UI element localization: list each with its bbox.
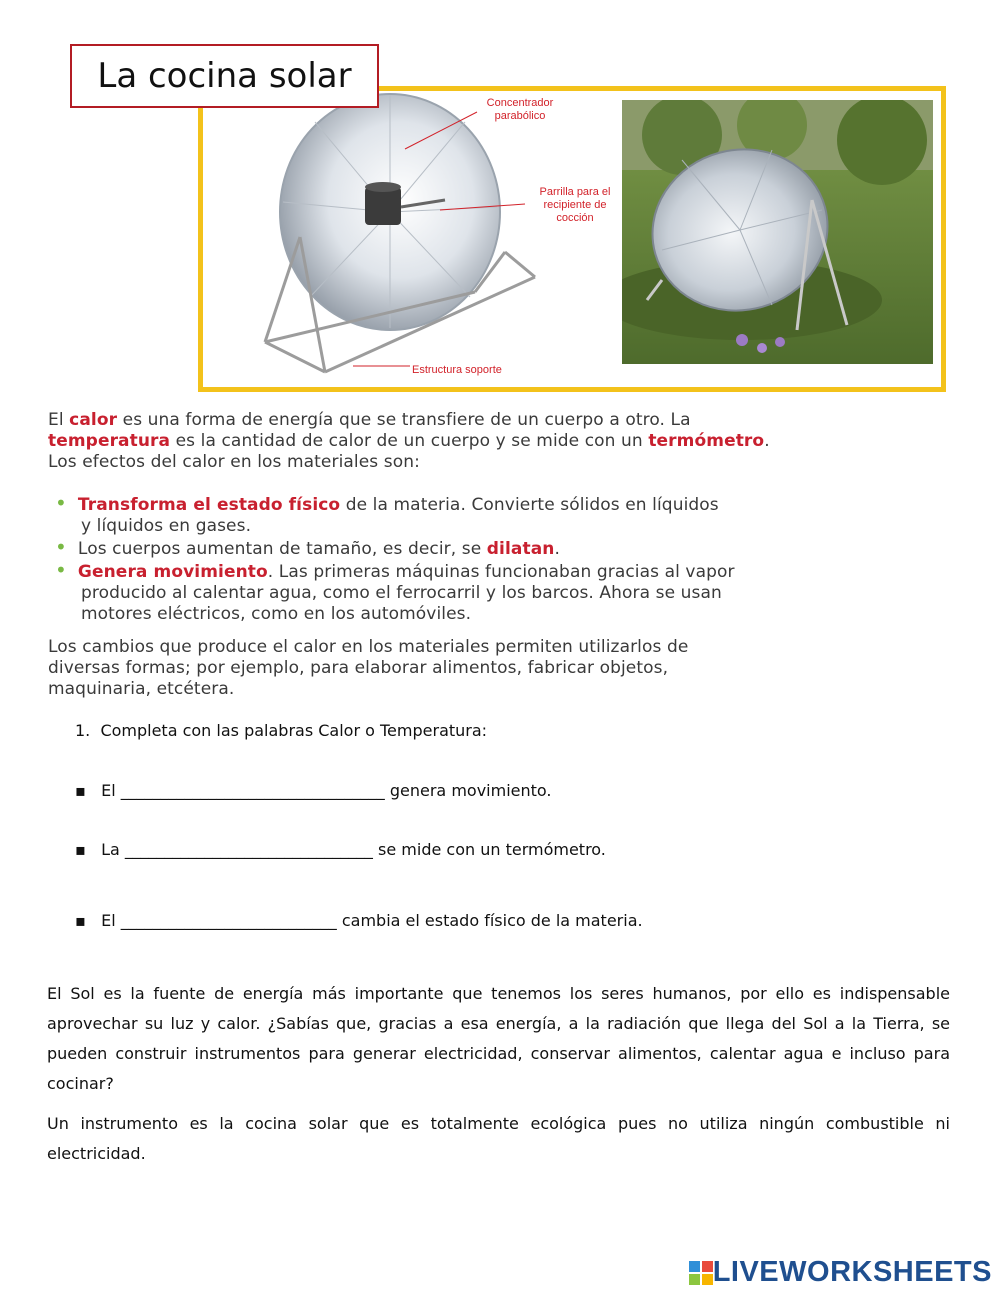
text-run: es la cantidad de calor de un cuerpo y se mide con un (170, 431, 649, 451)
page-title: La cocina solar (97, 56, 352, 96)
label-structure: Estructura soporte (412, 364, 502, 376)
list-item (55, 560, 955, 583)
bullet-icon: ▪ (75, 911, 86, 930)
item-post: se mide con un termómetro. (378, 840, 606, 859)
fill-item-2 (75, 840, 606, 859)
list-item (55, 537, 955, 560)
solar-cooker-photo (622, 100, 933, 364)
fill-item-3 (75, 911, 643, 930)
bullet-icon: • (55, 535, 67, 559)
effects-list (55, 493, 955, 625)
keyword-temperatura: temperatura (48, 431, 171, 451)
text-run: es una forma de energía que se transfiere de un cuerpo a otro. La (117, 410, 691, 430)
list-item-continuation: motores eléctricos, como en los automóviles. (81, 604, 472, 624)
item-pre: El (101, 781, 116, 800)
text-line: maquinaria, etcétera. (48, 679, 235, 699)
item-post: cambia el estado físico de la materia. (341, 911, 643, 930)
sun-energy-paragraph: El Sol es la fuente de energía más importante que tenemos los seres humanos, por ello es indispensable aprovechar su luz y calor. ¿Sabías que, gracias a esa energía, a la radiación que llega del Sol a la Tierra, se pueden construir instrumentos para generar electricidad, conservar alimentos, calentar agua e incluso para cocinar? (47, 984, 950, 1093)
text-run: . (764, 431, 770, 451)
textbook-closing (48, 637, 948, 700)
solar-cooker-diagram (205, 92, 620, 382)
bullet-icon: • (55, 491, 67, 515)
item-pre: El (101, 911, 116, 930)
fill-item-1 (75, 781, 551, 800)
bullet-icon: ▪ (75, 781, 86, 800)
item-post: genera movimiento. (389, 781, 552, 800)
keyword-movimiento: Genera movimiento (77, 562, 268, 582)
cooking-pot (365, 187, 401, 225)
text-run: . Las primeras máquinas funcionaban gracias al vapor (267, 562, 735, 582)
list-item-continuation: y líquidos en gases. (81, 516, 252, 536)
keyword-calor: calor (69, 410, 118, 430)
text-line: diversas formas; por ejemplo, para elaborar alimentos, fabricar objetos, (48, 658, 669, 678)
list-item (55, 493, 955, 516)
text-run: de la materia. Convierte sólidos en líquidos (340, 495, 719, 515)
text-run: . (554, 539, 560, 559)
keyword-estado: Transforma el estado físico (77, 495, 341, 515)
solar-cooker-paragraph: Un instrumento es la cocina solar que es totalmente ecológica pues no utiliza ningún combustible ni electricidad. (47, 1114, 950, 1163)
label-grill: Parrilla para el recipiente de cocción (539, 186, 611, 224)
exercise-instruction (75, 721, 487, 740)
instruction-text: Completa con las palabras Calor o Temperatura: (100, 721, 488, 740)
bullet-icon: • (55, 558, 67, 582)
list-item-continuation: producido al calentar agua, como el ferrocarril y los barcos. Ahora se usan (81, 583, 722, 603)
exercise-number: 1. (75, 721, 91, 740)
effects-intro: Los efectos del calor en los materiales son: (48, 452, 420, 472)
keyword-termometro: termómetro (648, 431, 765, 451)
text-run: Los cuerpos aumentan de tamaño, es decir, se (77, 539, 487, 559)
textbook-intro (48, 410, 948, 473)
answer-blank[interactable]: _________________________________ (120, 781, 385, 800)
keyword-dilatan: dilatan (486, 539, 555, 559)
text-run: El (48, 410, 70, 430)
answer-blank[interactable]: _______________________________ (124, 840, 373, 859)
liveworksheets-logo (689, 1256, 992, 1289)
item-pre: La (101, 840, 120, 859)
logo-text: LIVEWORKSHEETS (712, 1256, 992, 1288)
label-concentrator: Concentrador parabólico (486, 97, 554, 122)
bullet-icon: ▪ (75, 840, 86, 859)
title-box (70, 44, 379, 108)
liveworksheets-icon (689, 1261, 713, 1285)
answer-blank[interactable]: ___________________________ (120, 911, 337, 930)
text-line: Los cambios que produce el calor en los materiales permiten utilizarlos de (48, 637, 689, 657)
